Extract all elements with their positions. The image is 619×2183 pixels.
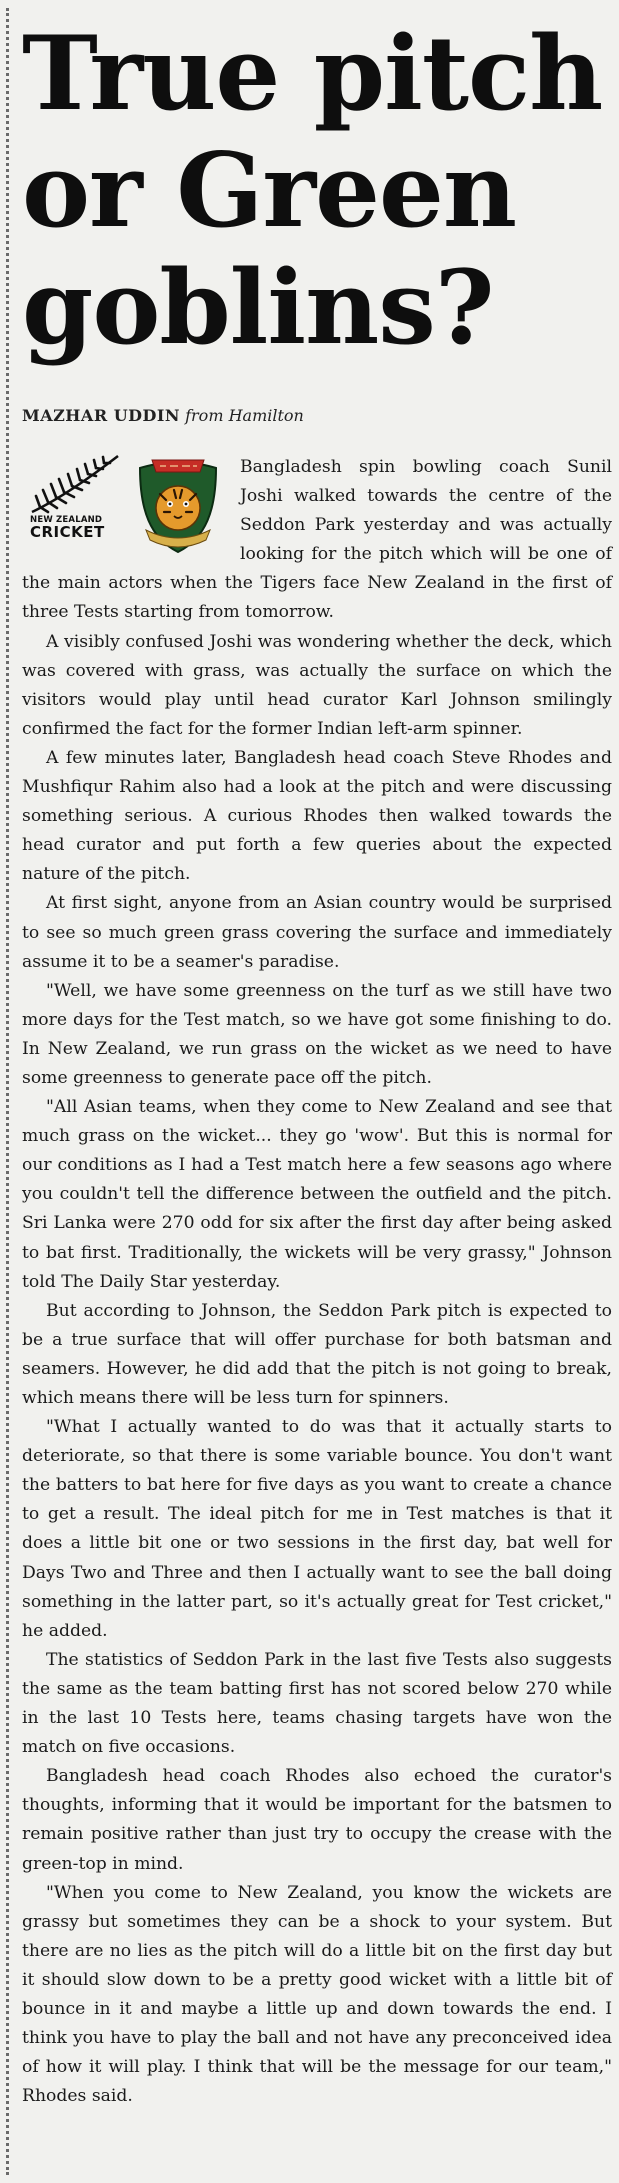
headline-line-1: True pitch bbox=[22, 14, 603, 134]
article-paragraph: Bangladesh head coach Rhodes also echoed the curator's thoughts, informing that it would be important for the batsmen to remain positive rather than just try to occupy the crease with the green-top in mind. bbox=[22, 1766, 612, 1874]
nz-logo-small-text: NEW ZEALAND bbox=[30, 515, 103, 525]
article-paragraph: The statistics of Seddon Park in the last five Tests also suggests the same as the team batting first has not scored below 270 while in the last 10 Tests here, teams chasing targets have won the match on five occasions. bbox=[22, 1649, 612, 1758]
nz-logo-big-text: CRICKET bbox=[30, 522, 105, 541]
headline bbox=[22, 16, 612, 367]
article-paragraph: Bangladesh spin bowling coach Sunil Joshi walked towards the centre of the Seddon Park yesterday and was actually looking for the pitch which will be one of the main actors when the Tigers face New Zealand in the first of three Tests starting from tomorrow. bbox=[22, 457, 612, 623]
article-paragraph: "All Asian teams, when they come to New Zealand and see that much grass on the wicket... they go 'wow'. But this is normal for our conditions as I had a Test match here a few seasons ago where you couldn't tell the difference between the outfield and the pitch. Sri Lanka were 270 odd for six after the first day after being asked to bat first. Traditionally, the wickets will be very grassy," Johnson told The Daily Star yesterday. bbox=[22, 1097, 612, 1292]
article-paragraph: "Well, we have some greenness on the turf as we still have two more days for the Test match, so we have got some finishing to do. In New Zealand, we run grass on the wicket as we need to have some greenness to generate pace off the pitch. bbox=[22, 980, 612, 1088]
article-paragraph: At first sight, anyone from an Asian country would be surprised to see so much green grass covering the surface and immediately assume it to be a seamer's paradise. bbox=[22, 893, 612, 972]
headline-line-3: goblins? bbox=[22, 248, 494, 368]
article-paragraph: "What I actually wanted to do was that it actually starts to deteriorate, so that there is some variable bounce. You don't want the batters to bat here for five days as you want to create a chance to get a result. The ideal pitch for me in Test matches is that it does a little bit one or two sessions in the first day, bat well for Days Two and Three and then I actually want to see the ball doing something in the latter part, so it's actually great for Test cricket," he added. bbox=[22, 1417, 612, 1641]
byline-author: MAZHAR UDDIN bbox=[22, 406, 181, 425]
article-paragraph: But according to Johnson, the Seddon Park pitch is expected to be a true surface that will offer purchase for both batsman and seamers. However, he did add that the pitch is not going to break, which means there will be less turn for spinners. bbox=[22, 1300, 612, 1408]
article-paragraph: "When you come to New Zealand, you know the wickets are grassy but sometimes they can be a shock to your system. But there are no lies as the pitch will do a little bit on the first day but it should slow down to be a pretty good wicket with a little bit of bounce in it and maybe a little up and down towards the end. I think you have to play the ball and not have any preconceived idea of how it will play. I think that will be the message for our team," Rhodes said. bbox=[22, 1882, 612, 2107]
column-rule bbox=[6, 8, 9, 2175]
article-paragraph: A visibly confused Joshi was wondering whether the deck, which was covered with grass, was actually the surface on which the visitors would play until head curator Karl Johnson smilingly confirmed the fact for the former Indian left-arm spinner. bbox=[22, 631, 612, 739]
byline bbox=[22, 406, 304, 425]
headline-line-2: or Green bbox=[22, 131, 517, 251]
article-paragraph: A few minutes later, Bangladesh head coach Steve Rhodes and Mushfiqur Rahim also had a look at the pitch and were discussing something serious. A curious Rhodes then walked towards the head curator and put forth a few queries about the expected nature of the pitch. bbox=[22, 747, 612, 885]
article-body bbox=[22, 453, 612, 2111]
byline-location: from Hamilton bbox=[185, 406, 304, 425]
